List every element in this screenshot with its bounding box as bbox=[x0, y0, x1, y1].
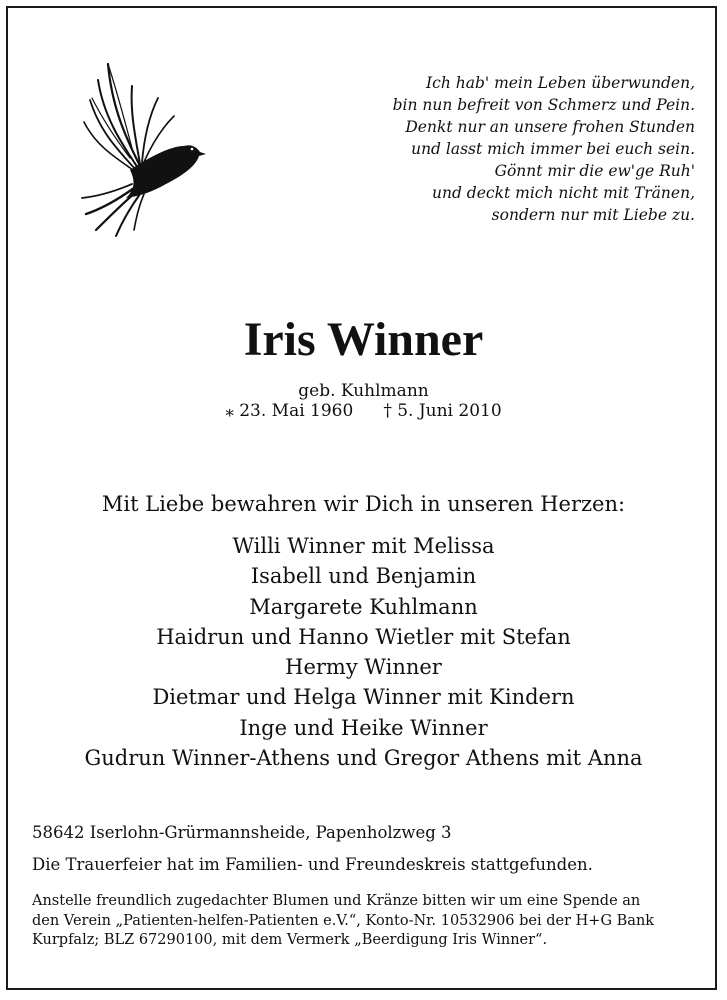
dedication-line: Mit Liebe bewahren wir Dich in unseren Herzen: bbox=[101, 492, 626, 516]
poem-line: Gönnt mir die ew'ge Ruh' bbox=[494, 162, 695, 180]
mourner-entry: Haidrun und Hanno Wietler mit Stefan bbox=[156, 624, 571, 649]
poem-line: sondern nur mit Liebe zu. bbox=[491, 206, 695, 224]
mourner-entry: Hermy Winner bbox=[285, 655, 442, 680]
deceased-name: Iris Winner bbox=[243, 313, 484, 366]
donation-line: den Verein „Patienten-helfen-Patienten e.V.“, Konto-Nr. 10532906 bei der H+G Bank bbox=[32, 912, 655, 929]
mourner-entry: Isabell und Benjamin bbox=[250, 564, 477, 589]
mourner-entry: Gudrun Winner-Athens und Gregor Athens mit Anna bbox=[84, 746, 643, 771]
birth-name: geb. Kuhlmann bbox=[298, 381, 429, 401]
death-date: † 5. Juni 2010 bbox=[383, 401, 502, 421]
poem-line: Ich hab' mein Leben überwunden, bbox=[426, 74, 695, 92]
poem bbox=[315, 72, 695, 226]
poem-line: bin nun befreit von Schmerz und Pein. bbox=[392, 96, 695, 114]
family-address: 58642 Iserlohn-Grürmannsheide, Papenholzweg 3 bbox=[32, 823, 452, 842]
donation-note bbox=[32, 892, 712, 951]
dove-icon bbox=[78, 58, 208, 238]
birth-date: ⁎ 23. Mai 1960 bbox=[225, 401, 354, 421]
mourner-entry: Margarete Kuhlmann bbox=[249, 594, 478, 619]
mourner-entry: Dietmar und Helga Winner mit Kindern bbox=[152, 685, 575, 710]
poem-line: und lasst mich immer bei euch sein. bbox=[411, 140, 695, 158]
poem-line: Denkt nur an unsere frohen Stunden bbox=[405, 118, 695, 136]
poem-line: und deckt mich nicht mit Tränen, bbox=[431, 184, 695, 202]
mourner-entry: Inge und Heike Winner bbox=[239, 715, 488, 740]
ceremony-note: Die Trauerfeier hat im Familien- und Freundeskreis stattgefunden. bbox=[32, 855, 593, 874]
life-dates bbox=[0, 400, 727, 422]
donation-line: Anstelle freundlich zugedachter Blumen und Kränze bitten wir um eine Spende an bbox=[32, 893, 641, 909]
mourner-entry: Willi Winner mit Melissa bbox=[232, 534, 495, 558]
donation-line: Kurpfalz; BLZ 67290100, mit dem Vermerk „Beerdigung Iris Winner“. bbox=[32, 932, 548, 948]
mourners-list bbox=[0, 531, 727, 773]
